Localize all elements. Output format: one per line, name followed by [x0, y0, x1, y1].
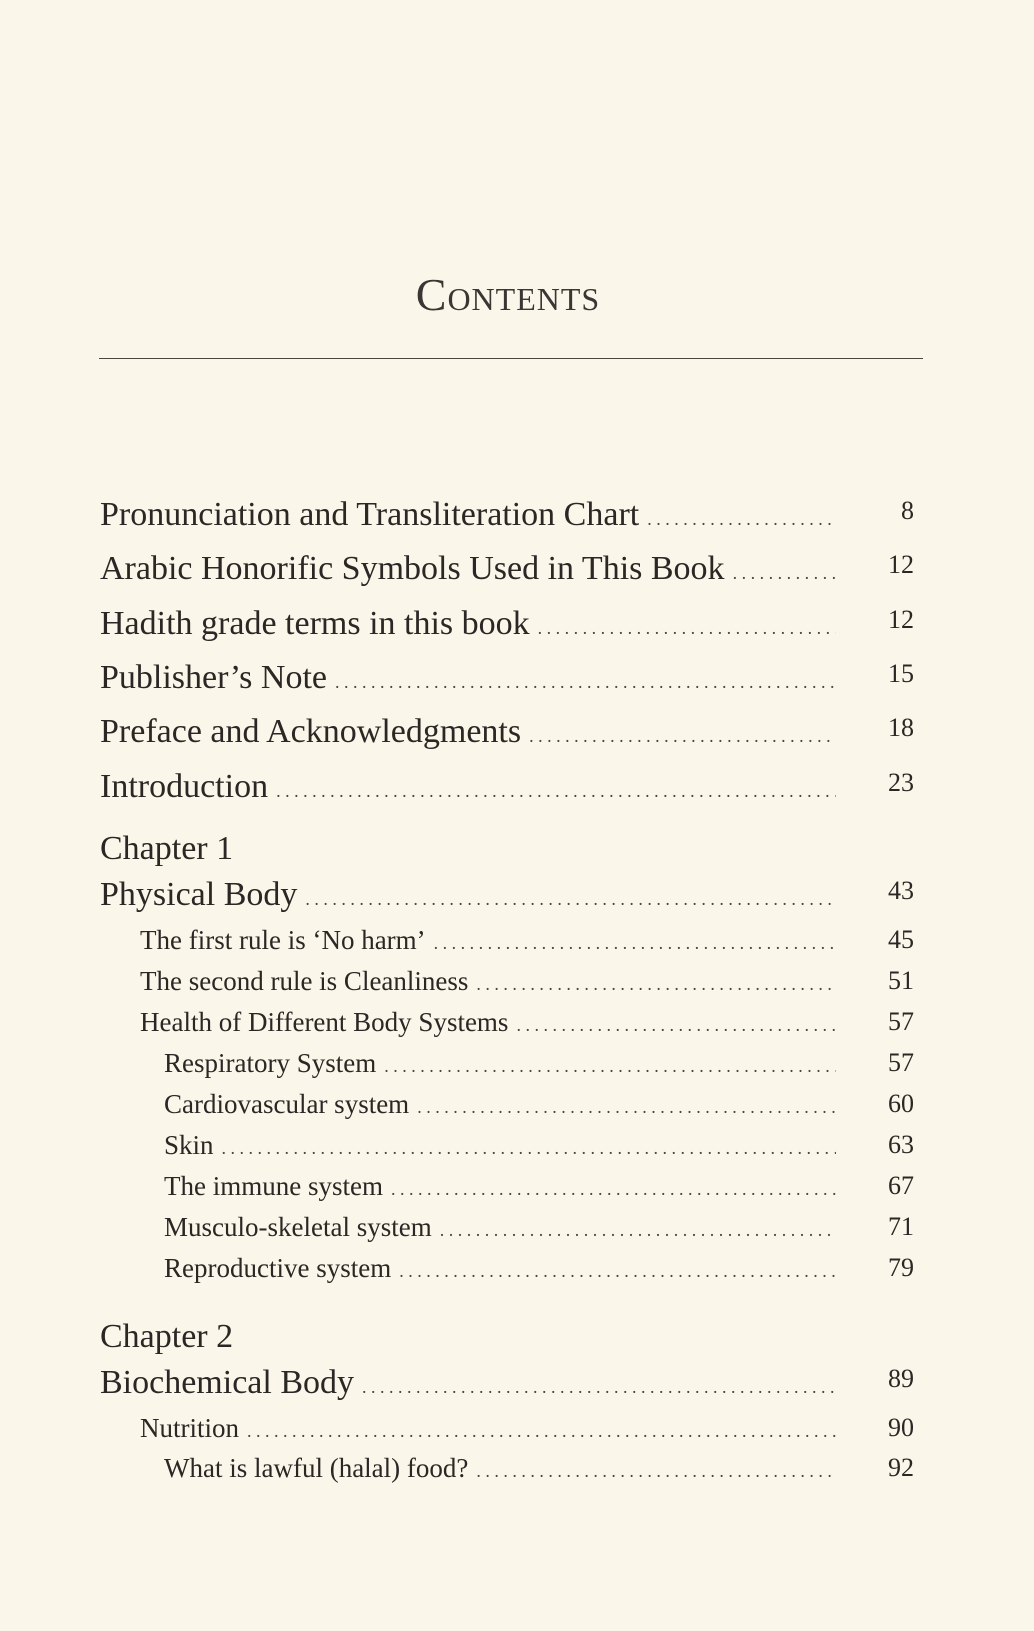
toc-entry-label: Biochemical Body: [100, 1364, 355, 1401]
dot-leader: [384, 1056, 836, 1077]
toc-entry-label: Hadith grade terms in this book: [100, 605, 530, 642]
dot-leader: [434, 933, 836, 954]
toc-entry-page: 57: [888, 1007, 914, 1036]
toc-entry-label: Skin: [164, 1130, 214, 1160]
dot-leader: [335, 672, 836, 693]
toc-entry-label: Cardiovascular system: [164, 1089, 410, 1119]
dot-leader: [276, 781, 836, 802]
toc-entry-label: Pronunciation and Transliteration Chart: [100, 496, 640, 533]
toc-entry-page: 18: [888, 713, 914, 742]
dot-leader: [305, 889, 836, 910]
toc-entry-page: 90: [888, 1413, 914, 1442]
dot-leader: [362, 1377, 836, 1398]
toc-entry-label: Publisher’s Note: [100, 659, 327, 696]
toc-entry-page: 8: [901, 496, 914, 525]
toc-section: [140, 1413, 914, 1444]
toc-entry-label: The second rule is Cleanliness: [140, 966, 469, 996]
toc-entry-page: 43: [888, 876, 914, 905]
toc-subsection: [164, 1253, 914, 1284]
toc-entry-label: Preface and Acknowledgments: [100, 713, 522, 750]
toc-entry-label: Introduction: [100, 768, 269, 805]
toc-entry-page: 15: [888, 659, 914, 688]
dot-leader: [391, 1179, 836, 1200]
toc-entry-page: 79: [888, 1253, 914, 1282]
toc-entry-label: Reproductive system: [164, 1253, 392, 1283]
toc-entry-page: 23: [888, 768, 914, 797]
toc-entry-introduction: [100, 768, 914, 806]
dot-leader: [516, 1015, 836, 1036]
toc-entry-publishers-note: [100, 659, 914, 697]
toc-entry-label: The immune system: [164, 1171, 383, 1201]
toc-section: [140, 966, 914, 997]
toc-subsection: [164, 1089, 914, 1120]
dot-leader: [647, 509, 836, 530]
dot-leader: [529, 726, 836, 747]
toc-entry-label: Nutrition: [140, 1413, 239, 1443]
dot-leader: [476, 974, 836, 995]
toc-entry-honorific-symbols: [100, 550, 914, 588]
dot-leader: [440, 1220, 836, 1241]
toc-subsection: [164, 1453, 914, 1484]
toc-section: [140, 925, 914, 956]
dot-leader: [733, 563, 836, 584]
toc-subsection: [164, 1130, 914, 1161]
toc-entry-label: What is lawful (halal) food?: [164, 1453, 469, 1483]
toc-entry-page: 71: [888, 1212, 914, 1241]
toc-subsection: [164, 1212, 914, 1243]
toc-entry-label: Arabic Honorific Symbols Used in This Book: [100, 550, 725, 587]
toc-entry-page: 45: [888, 925, 914, 954]
dot-leader: [417, 1097, 836, 1118]
dot-leader: [222, 1138, 836, 1159]
toc-entry-page: 89: [888, 1364, 914, 1393]
toc-entry-label: Respiratory System: [164, 1048, 377, 1078]
toc-entry-page: 67: [888, 1171, 914, 1200]
toc-entry-label: Health of Different Body Systems: [140, 1007, 509, 1037]
toc-entry-page: 12: [888, 605, 914, 634]
toc-entry-page: 60: [888, 1089, 914, 1118]
toc-entry-page: 92: [888, 1453, 914, 1482]
toc-entry-label: Physical Body: [100, 876, 298, 913]
toc-entry-page: 12: [888, 550, 914, 579]
title-divider: [99, 358, 923, 359]
toc-entry-hadith-grade-terms: [100, 605, 914, 643]
toc-section: [140, 1007, 914, 1038]
toc-entry-preface: [100, 713, 914, 751]
chapter-number: Chapter 2: [100, 1318, 234, 1355]
toc-entry-page: 57: [888, 1048, 914, 1077]
toc-entry-label: Musculo-skeletal system: [164, 1212, 432, 1242]
dot-leader: [399, 1261, 836, 1282]
toc-entry-pronunciation: [100, 496, 914, 534]
toc-subsection: [164, 1171, 914, 1202]
toc-chapter-title: [100, 1364, 914, 1402]
toc-chapter-title: [100, 876, 914, 914]
page-title: Contents: [415, 269, 601, 320]
toc-entry-page: 51: [888, 966, 914, 995]
dot-leader: [476, 1461, 836, 1482]
toc-entry-page: 63: [888, 1130, 914, 1159]
toc-entry-label: The first rule is ‘No harm’: [140, 925, 426, 955]
chapter-number: Chapter 1: [100, 830, 234, 867]
dot-leader: [538, 618, 836, 639]
dot-leader: [247, 1421, 836, 1442]
toc-subsection: [164, 1048, 914, 1079]
